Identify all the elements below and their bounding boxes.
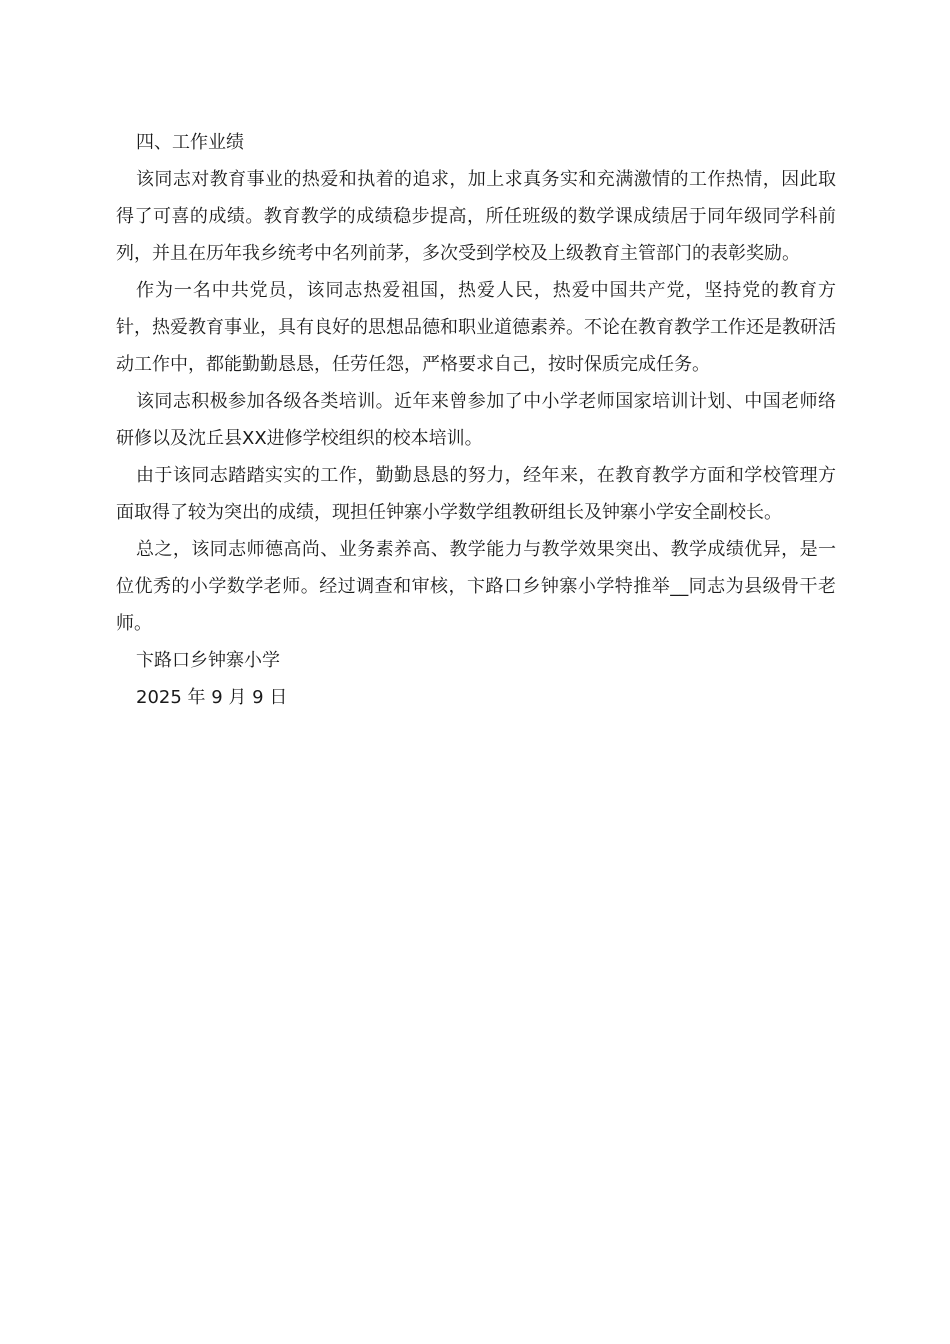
signature-date: 2025 年 9 月 9 日 [136, 687, 288, 708]
signature-organization: 卞路口乡钟寨小学 [136, 650, 280, 671]
paragraph-training: 该同志积极参加各级各类培训。近年来曾参加了中小学老师国家培训计划、中国老师络研修以及沈丘县XX进修学校组织的校本培训。 [116, 391, 836, 449]
paragraph-position: 由于该同志踏踏实实的工作，勤勤恳恳的努力，经年来，在教育教学方面和学校管理方面取得了较为突出的成绩，现担任钟寨小学数学组教研组长及钟寨小学安全副校长。 [116, 465, 836, 523]
paragraph-achievements: 该同志对教育事业的热爱和执着的追求，加上求真务实和充满激情的工作热情，因此取得了可喜的成绩。教育教学的成绩稳步提高，所任班级的数学课成绩居于同年级同学科前列，并且在历年我乡统考中名列前茅，多次受到学校及上级教育主管部门的表彰奖励。 [116, 169, 836, 264]
paragraph-summary: 总之，该同志师德高尚、业务素养高、教学能力与教学效果突出、教学成绩优异，是一位优秀的小学数学老师。经过调查和审核，卞路口乡钟寨小学特推举__同志为县级骨干老师。 [116, 539, 836, 634]
section-heading: 四、工作业绩 [136, 132, 244, 153]
paragraph-party-member: 作为一名中共党员，该同志热爱祖国，热爱人民，热爱中国共产党，坚持党的教育方针，热爱教育事业，具有良好的思想品德和职业道德素养。不论在教育教学工作还是教研活动工作中，都能勤勤恳恳，任劳任怨，严格要求自己，按时保质完成任务。 [116, 280, 836, 375]
document-body [116, 124, 836, 716]
